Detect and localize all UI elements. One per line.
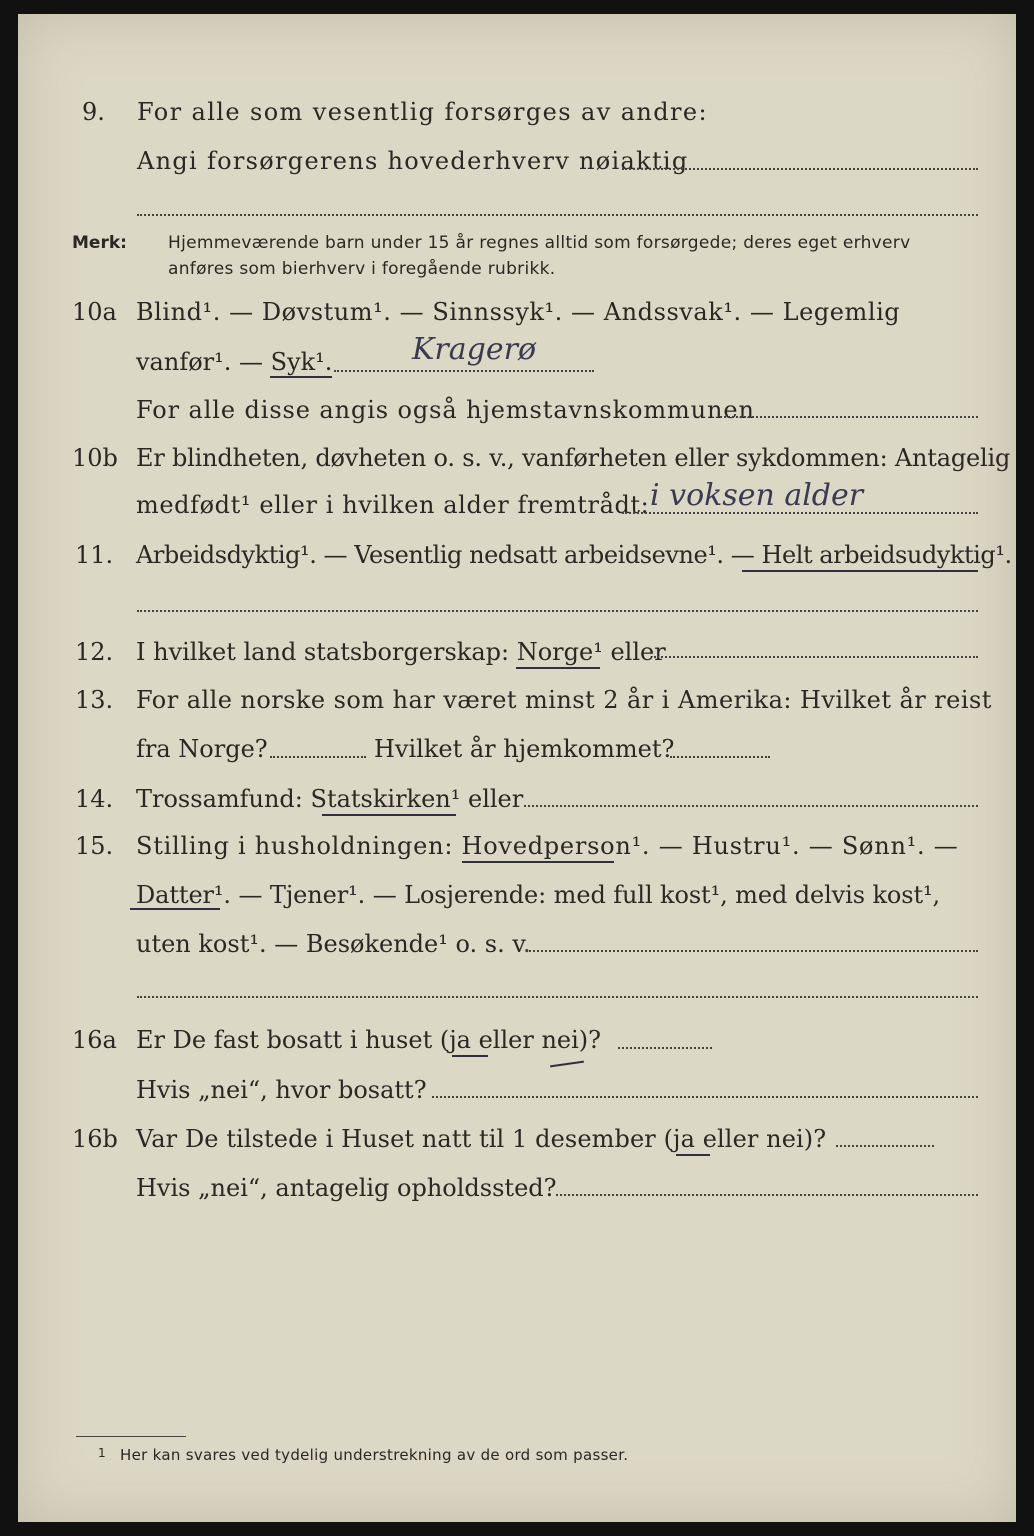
q16b-line2: Hvis „nei“, antagelig opholdssted? <box>136 1174 557 1202</box>
q12-answer-field[interactable] <box>654 656 978 658</box>
note-line1: Hjemmeværende barn under 15 år regnes alltid som forsørgede; deres eget erhverv <box>168 233 911 253</box>
q16b-oppholdssted-field[interactable] <box>556 1194 978 1196</box>
q11-line1: Arbeidsdyktig¹. — Vesentlig nedsatt arbeidsevne¹. — Helt arbeidsudyktig¹. <box>136 541 1012 569</box>
footnote-mark: 1 <box>98 1446 106 1460</box>
q10a-handwritten-answer: Kragerø <box>412 332 536 367</box>
q15-answer-field-2[interactable] <box>137 996 978 998</box>
q9-number: 9. <box>82 98 105 126</box>
q16b-number: 16b <box>72 1125 118 1153</box>
statskirken-underline <box>322 814 456 816</box>
q12-line1: I hvilket land statsborgerskap: Norge¹ eller <box>136 638 666 666</box>
q13-number: 13. <box>75 686 114 714</box>
q15-answer-field[interactable] <box>526 950 978 952</box>
q16a-bosatt-field[interactable] <box>432 1096 978 1098</box>
datter-underline <box>130 908 220 910</box>
q10b-handwritten-answer: i voksen alder <box>650 478 864 513</box>
footnote-rule <box>76 1436 186 1437</box>
syk-underline <box>270 376 332 378</box>
q13-reist-field[interactable] <box>270 756 366 758</box>
hovedperson-underline <box>462 861 614 863</box>
q9-answer-field[interactable] <box>622 168 978 170</box>
norge-underline <box>516 667 600 669</box>
q10b-line1: Er blindheten, døvheten o. s. v., vanførheten eller sykdommen: Antagelig <box>136 444 1011 472</box>
q10a-line2: vanfør¹. — Syk¹. <box>136 348 333 376</box>
q10a-line1: Blind¹. — Døvstum¹. — Sinnssyk¹. — Andssvak¹. — Legemlig <box>136 298 901 326</box>
q11-number: 11. <box>75 541 114 569</box>
q15-line2: Datter¹. — Tjener¹. — Losjerende: med full kost¹, med delvis kost¹, <box>136 881 941 909</box>
q11-answer-field[interactable] <box>137 610 978 612</box>
q16a-line2: Hvis „nei“, hvor bosatt? <box>136 1076 427 1104</box>
q9-answer-field-2[interactable] <box>137 214 978 216</box>
q14-answer-field[interactable] <box>524 805 978 807</box>
q12-number: 12. <box>75 638 114 666</box>
q13-line2a: fra Norge? <box>136 735 268 763</box>
q16a-number: 16a <box>72 1026 117 1054</box>
q10a-number: 10a <box>72 298 117 326</box>
q9-line2: Angi forsørgerens hovederhverv nøiaktig <box>137 147 689 175</box>
q10b-line2: medfødt¹ eller i hvilken alder fremtrådt: <box>136 491 650 519</box>
q16b-answer-field[interactable] <box>836 1145 934 1147</box>
q16b-line1: Var De tilstede i Huset natt til 1 desember (ja eller nei)? <box>136 1125 827 1153</box>
q16a-answer-field[interactable] <box>618 1047 712 1049</box>
q10b-number: 10b <box>72 444 118 472</box>
q14-number: 14. <box>75 785 114 813</box>
q13-hjemkommet-field[interactable] <box>670 756 770 758</box>
note-line2: anføres som bierhverv i foregående rubrikk. <box>168 259 556 279</box>
q9-line1: For alle som vesentlig forsørges av andre: <box>137 98 709 126</box>
ja-underline-16b <box>676 1154 710 1156</box>
q15-number: 15. <box>75 832 114 860</box>
q10a-answer-field[interactable] <box>334 370 594 372</box>
q15-line1: Stilling i husholdningen: Hovedperson¹. — Hustru¹. — Sønn¹. — <box>136 832 959 860</box>
helt-arbeidsudyktig-underline <box>742 570 978 572</box>
q13-line2b: Hvilket år hjemkommet? <box>374 735 675 763</box>
note-label: Merk: <box>72 233 127 253</box>
footnote-text: Her kan svares ved tydelig understrekning av de ord som passer. <box>120 1446 629 1464</box>
q10a-line3: For alle disse angis også hjemstavnskommunen <box>136 396 755 424</box>
q14-line1: Trossamfund: Statskirken¹ eller <box>136 785 524 813</box>
q16a-line1: Er De fast bosatt i huset (ja eller nei)? <box>136 1026 602 1054</box>
hjemstavn-field[interactable] <box>720 416 978 418</box>
q13-line1: For alle norske som har været minst 2 år i Amerika: Hvilket år reist <box>136 686 992 714</box>
q15-line3: uten kost¹. — Besøkende¹ o. s. v. <box>136 930 531 958</box>
ja-underline <box>452 1055 488 1057</box>
